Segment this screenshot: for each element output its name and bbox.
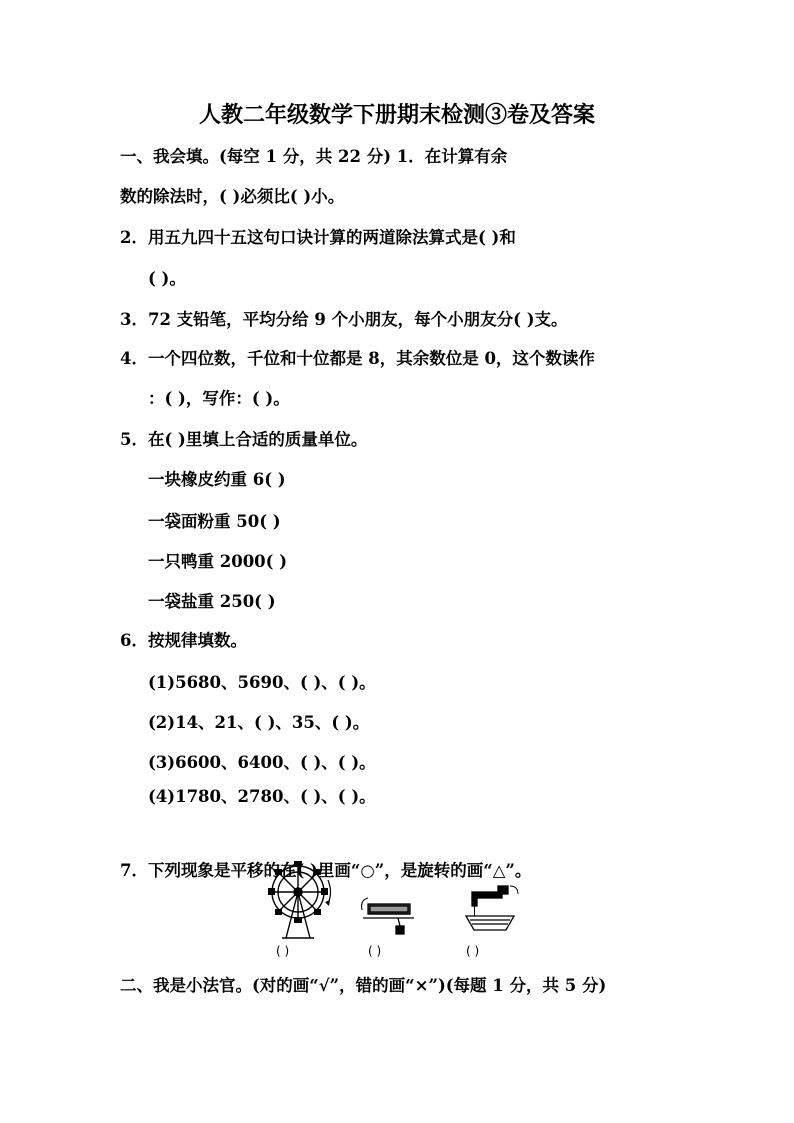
faucet-basin-icon xyxy=(460,884,520,940)
question-6-item: (1)5680、5690、( )、( )。 xyxy=(148,673,376,692)
question-1-continued: 数的除法时，( )必须比( )小。 xyxy=(120,187,345,206)
question-6-item: (3)6600、6400、( )、( )。 xyxy=(148,753,376,772)
question-5-item: 一袋盐重 250( ) xyxy=(148,592,276,611)
answer-paren-2: ( ) xyxy=(368,944,382,958)
section2-heading: 二、我是小法官。(对的画“√”，错的画“×”)(每题 1 分，共 5 分) xyxy=(120,976,607,995)
section1-heading: 一、我会填。(每空 1 分，共 22 分) 1．在计算有余 xyxy=(120,147,508,166)
question-5-item: 一块橡皮约重 6( ) xyxy=(148,470,286,489)
drawer-icon xyxy=(360,894,416,940)
question-5-item: 一袋面粉重 50( ) xyxy=(148,512,281,531)
page-title: 人教二年级数学下册期末检测③卷及答案 xyxy=(198,102,595,128)
question-7: 7．下列现象是平移的在( )里画“○”，是旋转的画“△”。 xyxy=(120,861,532,880)
answer-paren-1: ( ) xyxy=(276,944,290,958)
answer-paren-3: ( ) xyxy=(466,944,480,958)
question-6: 6．按规律填数。 xyxy=(120,631,247,650)
question-6-item: (4)1780、2780、( )、( )。 xyxy=(148,787,376,806)
question-4-line1: 4．一个四位数，千位和十位都是 8，其余数位是 0，这个数读作 xyxy=(120,349,595,368)
question-5: 5．在( )里填上合适的质量单位。 xyxy=(120,430,368,449)
question-4-line2: ：( )，写作：( )。 xyxy=(148,389,290,408)
question-3: 3．72 支铅笔，平均分给 9 个小朋友，每个小朋友分( )支。 xyxy=(120,310,568,329)
question-2-line1: 2．用五九四十五这句口诀计算的两道除法算式是( )和 xyxy=(120,228,516,247)
question-2-line2: ( )。 xyxy=(148,269,186,288)
question-6-item: (2)14、21、( )、35、( )。 xyxy=(148,713,370,732)
question-5-item: 一只鸭重 2000( ) xyxy=(148,552,288,571)
